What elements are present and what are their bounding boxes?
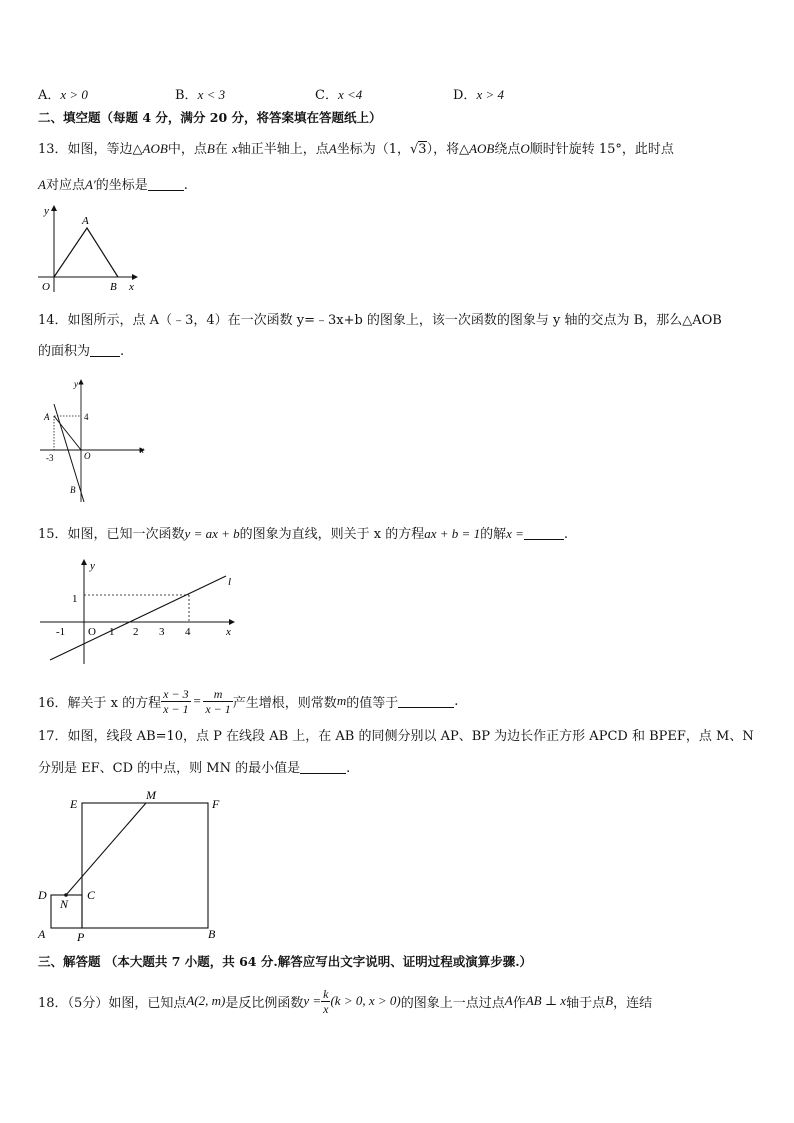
fraction-left: $\frac{x - 3}{x - 1}$: [163, 686, 189, 716]
label-y: y: [74, 379, 78, 389]
question-14-line-2: 的面积为 .: [38, 344, 125, 359]
label-a: A: [38, 927, 46, 941]
option-c: C．x <4: [315, 87, 363, 103]
label-b: B: [70, 485, 76, 495]
label-o: O: [84, 451, 91, 461]
label-x: x: [226, 626, 231, 638]
label-neg1: -1: [56, 626, 66, 638]
figure-17: [34, 786, 230, 944]
answer-blank-16: [398, 694, 454, 708]
label-2: 2: [133, 626, 139, 638]
figure-13: [34, 200, 144, 296]
label-4: 4: [84, 412, 89, 422]
line-ao: [54, 416, 81, 450]
label-y: y: [90, 560, 95, 572]
answer-blank-13: [148, 177, 184, 191]
question-13-line-2: A对应点A′的坐标是 .: [38, 177, 188, 193]
label-y: y: [44, 205, 49, 217]
label-f: F: [212, 797, 220, 811]
segment-mn: [66, 803, 146, 895]
line-ab: [54, 404, 84, 502]
label-x: x: [129, 281, 134, 293]
question-15: 15．如图，已知一次函数y = ax + b的图象为直线，则关于 x 的方程ax + b = 1的解x = .: [38, 526, 569, 542]
option-a: A．x > 0: [38, 87, 88, 103]
line-l: [50, 576, 226, 660]
label-n: N: [60, 897, 69, 911]
question-18: 18．（5分）如图，已知点 A(2, m) 是反比例函数 y = $\frac{k}{x}$ (k > 0, x > 0) 的图象上一点过点 A 作 AB ⊥ x 轴于点 B ，连结: [38, 986, 653, 1016]
answer-blank-17: [300, 760, 346, 774]
label-4: 4: [185, 626, 191, 638]
label-o: O: [42, 281, 50, 293]
section-3-title: 三、解答题 （本大题共 7 小题，共 64 分.解答应写出文字说明、证明过程或演算步骤.）: [38, 954, 533, 969]
sqrt-symbol: √: [409, 142, 419, 157]
question-14-line-1: 14．如图所示，点 A（﹣3，4）在一次函数 y=﹣3x+b 的图象上，该一次函数的图象与 y 轴的交点为 B，那么△AOB: [38, 313, 722, 328]
label-1-y: 1: [72, 593, 78, 605]
label-b: B: [208, 927, 216, 941]
label-o: O: [88, 626, 96, 638]
triangle-aob: [54, 228, 118, 277]
fraction-k-over-x: $\frac{k}{x}$: [323, 986, 329, 1016]
answer-blank-15: [524, 526, 564, 540]
label-neg3: -3: [46, 453, 54, 463]
question-16: 16．解关于 x 的方程 $\frac{x - 3}{x - 1}$ = $\frac{m}{x - 1}$ 产生增根，则常数 m 的值等于 .: [38, 686, 459, 716]
label-l: l: [228, 576, 232, 588]
question-13-line-1: 13．如图，等边△AOB中，点B在 x轴正半轴上，点A坐标为（1，√3），将△AOB绕点O顺时针旋转 15°，此时点: [38, 141, 674, 157]
figure-14: [36, 374, 154, 506]
label-3: 3: [159, 626, 165, 638]
label-a: A: [82, 215, 89, 227]
section-2-title: 二、填空题（每题 4 分，满分 20 分，将答案填在答题纸上）: [38, 110, 382, 125]
answer-blank-14: [90, 343, 120, 357]
label-a: A: [44, 412, 50, 422]
label-x: x: [140, 445, 144, 455]
label-c: C: [87, 888, 96, 902]
question-17-line-2: 分别是 EF、CD 的中点，则 MN 的最小值是 .: [38, 761, 351, 776]
question-17-line-1: 17．如图，线段 AB=10，点 P 在线段 AB 上，在 AB 的同侧分别以 AP、BP 为边长作正方形 APCD 和 BPEF，点 M、N: [38, 729, 754, 744]
label-e: E: [70, 797, 78, 811]
label-d: D: [38, 888, 47, 902]
option-b: B．x < 3: [175, 87, 226, 103]
label-1: 1: [109, 626, 115, 638]
fraction-right: $\frac{m}{x - 1}$: [205, 686, 231, 716]
option-d: D．x > 4: [453, 87, 504, 103]
label-p: P: [77, 930, 85, 944]
label-m: M: [146, 788, 156, 802]
square-bpef: [82, 803, 208, 928]
label-b: B: [110, 281, 117, 293]
figure-15: [36, 556, 242, 668]
